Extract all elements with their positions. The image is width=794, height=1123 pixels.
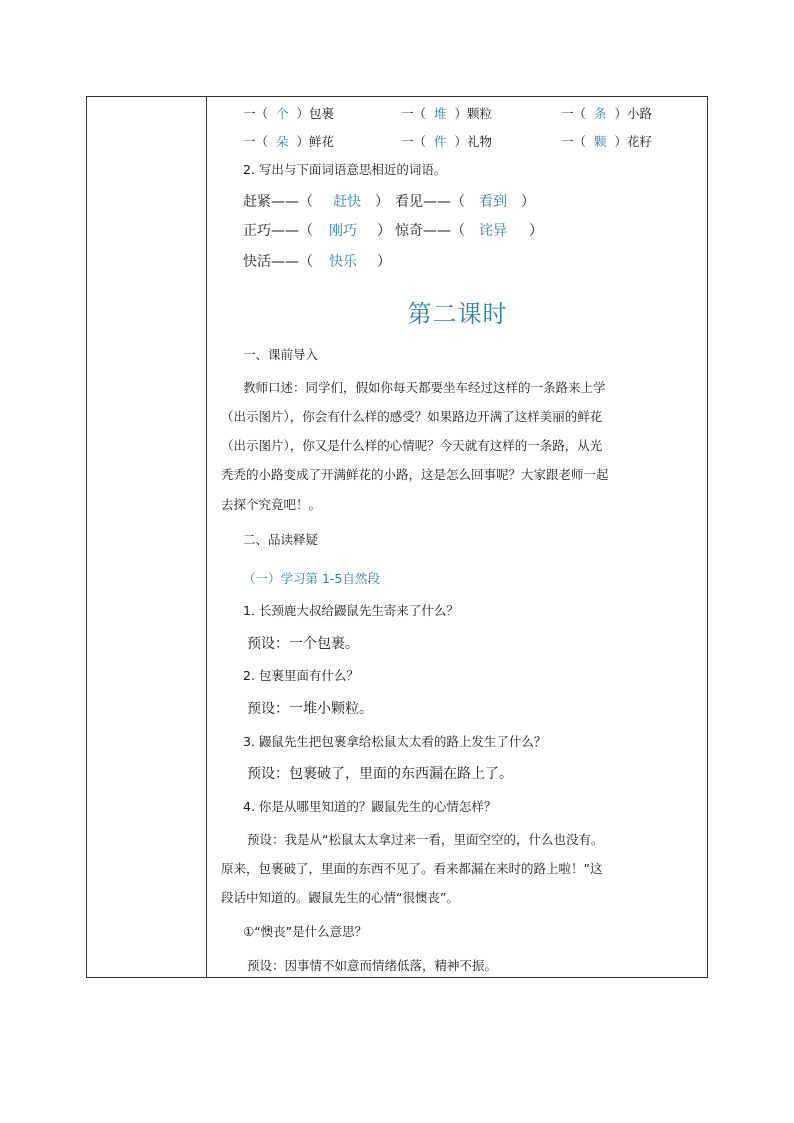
intro-line: 秃秃的小路变成了开满鲜花的小路，这是怎么回事呢？大家跟老师一起 (221, 467, 609, 482)
lesson-content (207, 96, 708, 978)
synonym-answer: 刚巧 (329, 223, 357, 239)
section2-heading: 二、品读释疑 (243, 532, 319, 547)
measure-prefix: 一（ (401, 106, 427, 121)
measure-prefix: 一（ (243, 106, 269, 121)
intro-line: 去探个究竟吧！。 (221, 497, 322, 512)
synonym-row-2 (243, 220, 708, 240)
measure-suffix: ）包裹 (296, 106, 335, 121)
measure-prefix: 一（ (561, 134, 587, 149)
synonym-row-3 (243, 251, 708, 271)
synonym-answer: 诧异 (479, 223, 507, 239)
measure-row-2 (243, 132, 708, 150)
question-4: 4. 你是从哪里知道的？鼹鼠先生的心情怎样？ (243, 799, 497, 814)
measure-answer: 条 (594, 106, 607, 121)
intro-line: （出示图片），你又是什么样的心情呢？今天就有这样的一条路，从光 (221, 438, 603, 453)
measure-prefix: 一（ (561, 106, 587, 121)
measure-row-1 (243, 104, 708, 122)
section2-subheading: （一）学习第 1-5自然段 (243, 571, 380, 586)
question-2: 2. 包裹里面有什么？ (243, 668, 359, 683)
measure-suffix: ）鲜花 (296, 134, 335, 149)
measure-answer: 个 (276, 106, 289, 121)
synonym-close: ） (529, 223, 543, 239)
synonym-row-1 (243, 191, 708, 211)
intro-line: （出示图片），你会有什么样的感受？如果路边开满了这样美丽的鲜花 (221, 409, 603, 424)
section1-heading: 一、课前导入 (243, 347, 319, 362)
lesson-title: 第二课时 (407, 300, 508, 328)
synonym-word: 惊奇——（ (395, 223, 465, 239)
intro-line: 教师口述：同学们，假如你每天都要坐车经过这样的一条路来上学 (243, 380, 606, 395)
measure-answer: 朵 (276, 134, 289, 149)
synonym-close: ） (375, 194, 389, 210)
answer-3: 预设：包裹破了，里面的东西漏在路上了。 (247, 766, 513, 782)
answer-2: 预设：一堆小颗粒。 (247, 701, 373, 717)
measure-answer: 堆 (434, 106, 447, 121)
answer-1: 预设：一个包裹。 (247, 636, 359, 652)
synonym-word: 赶紧——（ (243, 194, 313, 210)
synonym-answer: 快乐 (329, 254, 357, 270)
answer-4-line: 段话中知道的。鼹鼠先生的心情“很懊丧”。 (221, 890, 459, 905)
answer-5: 预设：因事情不如意而情绪低落，精神不振。 (247, 958, 498, 973)
measure-suffix: ）礼物 (454, 134, 493, 149)
measure-prefix: 一（ (401, 134, 427, 149)
synonym-close: ） (521, 194, 535, 210)
question-1: 1. 长颈鹿大叔给鼹鼠先生寄来了什么？ (243, 603, 459, 618)
synonym-close: ） (377, 254, 391, 270)
answer-4-line: 预设：我是从“松鼠太太拿过来一看，里面空空的，什么也没有。 (247, 832, 604, 847)
measure-suffix: ）颗粒 (454, 106, 493, 121)
synonym-word: 快活——（ (243, 254, 313, 270)
measure-suffix: ）小路 (614, 106, 653, 121)
measure-suffix: ）花籽 (614, 134, 653, 149)
measure-prefix: 一（ (243, 134, 269, 149)
synonym-question: 2. 写出与下面词语意思相近的词语。 (243, 162, 447, 177)
question-5: ①“懊丧”是什么意思？ (243, 924, 368, 939)
synonym-close: ） (377, 223, 391, 239)
synonym-answer: 看到 (479, 194, 507, 210)
synonym-word: 正巧——（ (243, 223, 313, 239)
answer-4-line: 原来，包裹破了，里面的东西不见了。看来都漏在来时的路上啦！”这 (221, 861, 603, 876)
measure-answer: 件 (434, 134, 447, 149)
question-3: 3. 鼹鼠先生把包裹拿给松鼠太太看的路上发生了什么？ (243, 734, 547, 749)
measure-answer: 颗 (594, 134, 607, 149)
synonym-answer: 赶快 (333, 194, 361, 210)
synonym-word: 看见——（ (395, 194, 465, 210)
